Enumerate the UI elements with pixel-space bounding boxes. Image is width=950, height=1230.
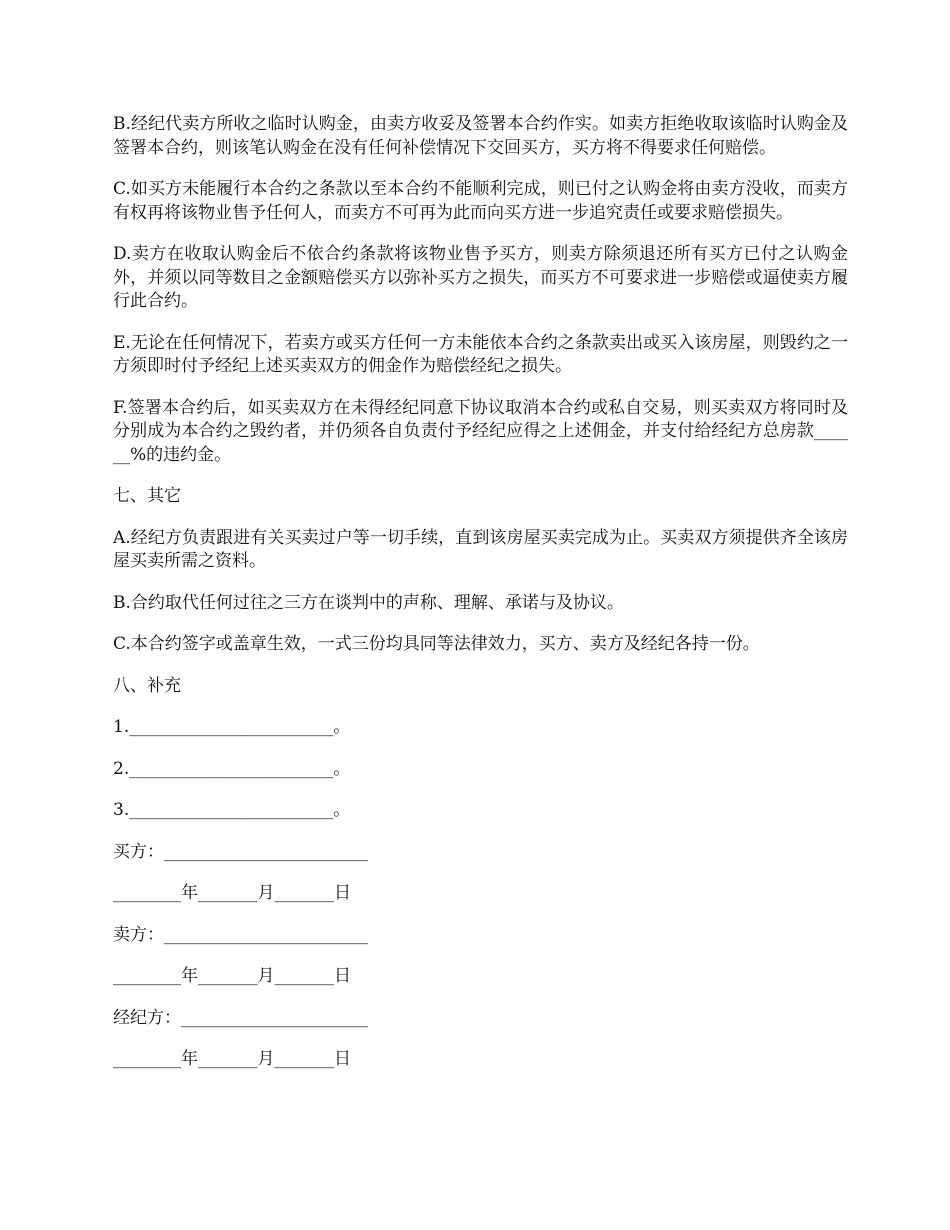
clause-e: E.无论在任何情况下，若卖方或买方任何一方未能依本合约之条款卖出或买入该房屋，则毁约之一方须即时付予经纪上述买卖双方的佣金作为赔偿经纪之损失。 [113, 332, 848, 376]
buyer-signature-line: 买方：________________________ [113, 841, 368, 862]
seller-date-line: ________年_______月_______日 [113, 966, 351, 986]
clause-c: C.如买方未能履行本合约之条款以至本合约不能顺利完成，则已付之认购金将由卖方没收，而卖方有权再将该物业售予任何人，而卖方不可再为此而向买方进一步追究责任或要求赔偿损失。 [113, 179, 848, 223]
supplement-item-1: 1.________________________。 [113, 717, 351, 737]
buyer-date-line: ________年_______月_______日 [113, 883, 351, 903]
clause-f: F.签署本合约后，如买卖双方在未得经纪同意下协议取消本合约或私自交易，则买卖双方将同时及分别成为本合约之毁约者，并仍须各自负责付予经纪应得之上述佣金，并支付给经纪方总房款______%的违约金。 [113, 397, 848, 465]
agent-date-line: ________年_______月_______日 [113, 1049, 351, 1069]
seller-signature-line: 卖方：________________________ [113, 924, 368, 945]
clause-d: D.卖方在收取认购金后不依合约条款将该物业售予买方，则卖方除须退还所有买方已付之认购金外，并须以同等数目之金额赔偿买方以弥补买方之损失，而买方不可要求进一步赔偿或逼使卖方履行此合约。 [113, 244, 848, 311]
section-7-item-c: C.本合约签字或盖章生效，一式三份均具同等法律效力，买方、卖方及经纪各持一份。 [113, 634, 760, 654]
section-7-item-b: B.合约取代任何过往之三方在谈判中的声称、理解、承诺与及协议。 [113, 592, 624, 613]
clause-b: B.经纪代卖方所收之临时认购金，由卖方收妥及签署本合约作实。如卖方拒绝收取该临时认购金及签署本合约，则该笔认购金在没有任何补偿情况下交回买方，买方将不得要求任何赔偿。 [113, 114, 848, 158]
section-7-item-a: A.经纪方负责跟进有关买卖过户等一切手续，直到该房屋买卖完成为止。买卖双方须提供齐全该房屋买卖所需之资料。 [113, 527, 848, 571]
supplement-item-2: 2.________________________。 [113, 758, 351, 779]
document-page [113, 113, 848, 1090]
supplement-item-3: 3.________________________。 [113, 800, 351, 820]
section-8-heading: 八、补充 [113, 675, 181, 696]
section-7-heading: 七、其它 [113, 486, 181, 506]
agent-signature-line: 经纪方：______________________ [113, 1007, 368, 1028]
